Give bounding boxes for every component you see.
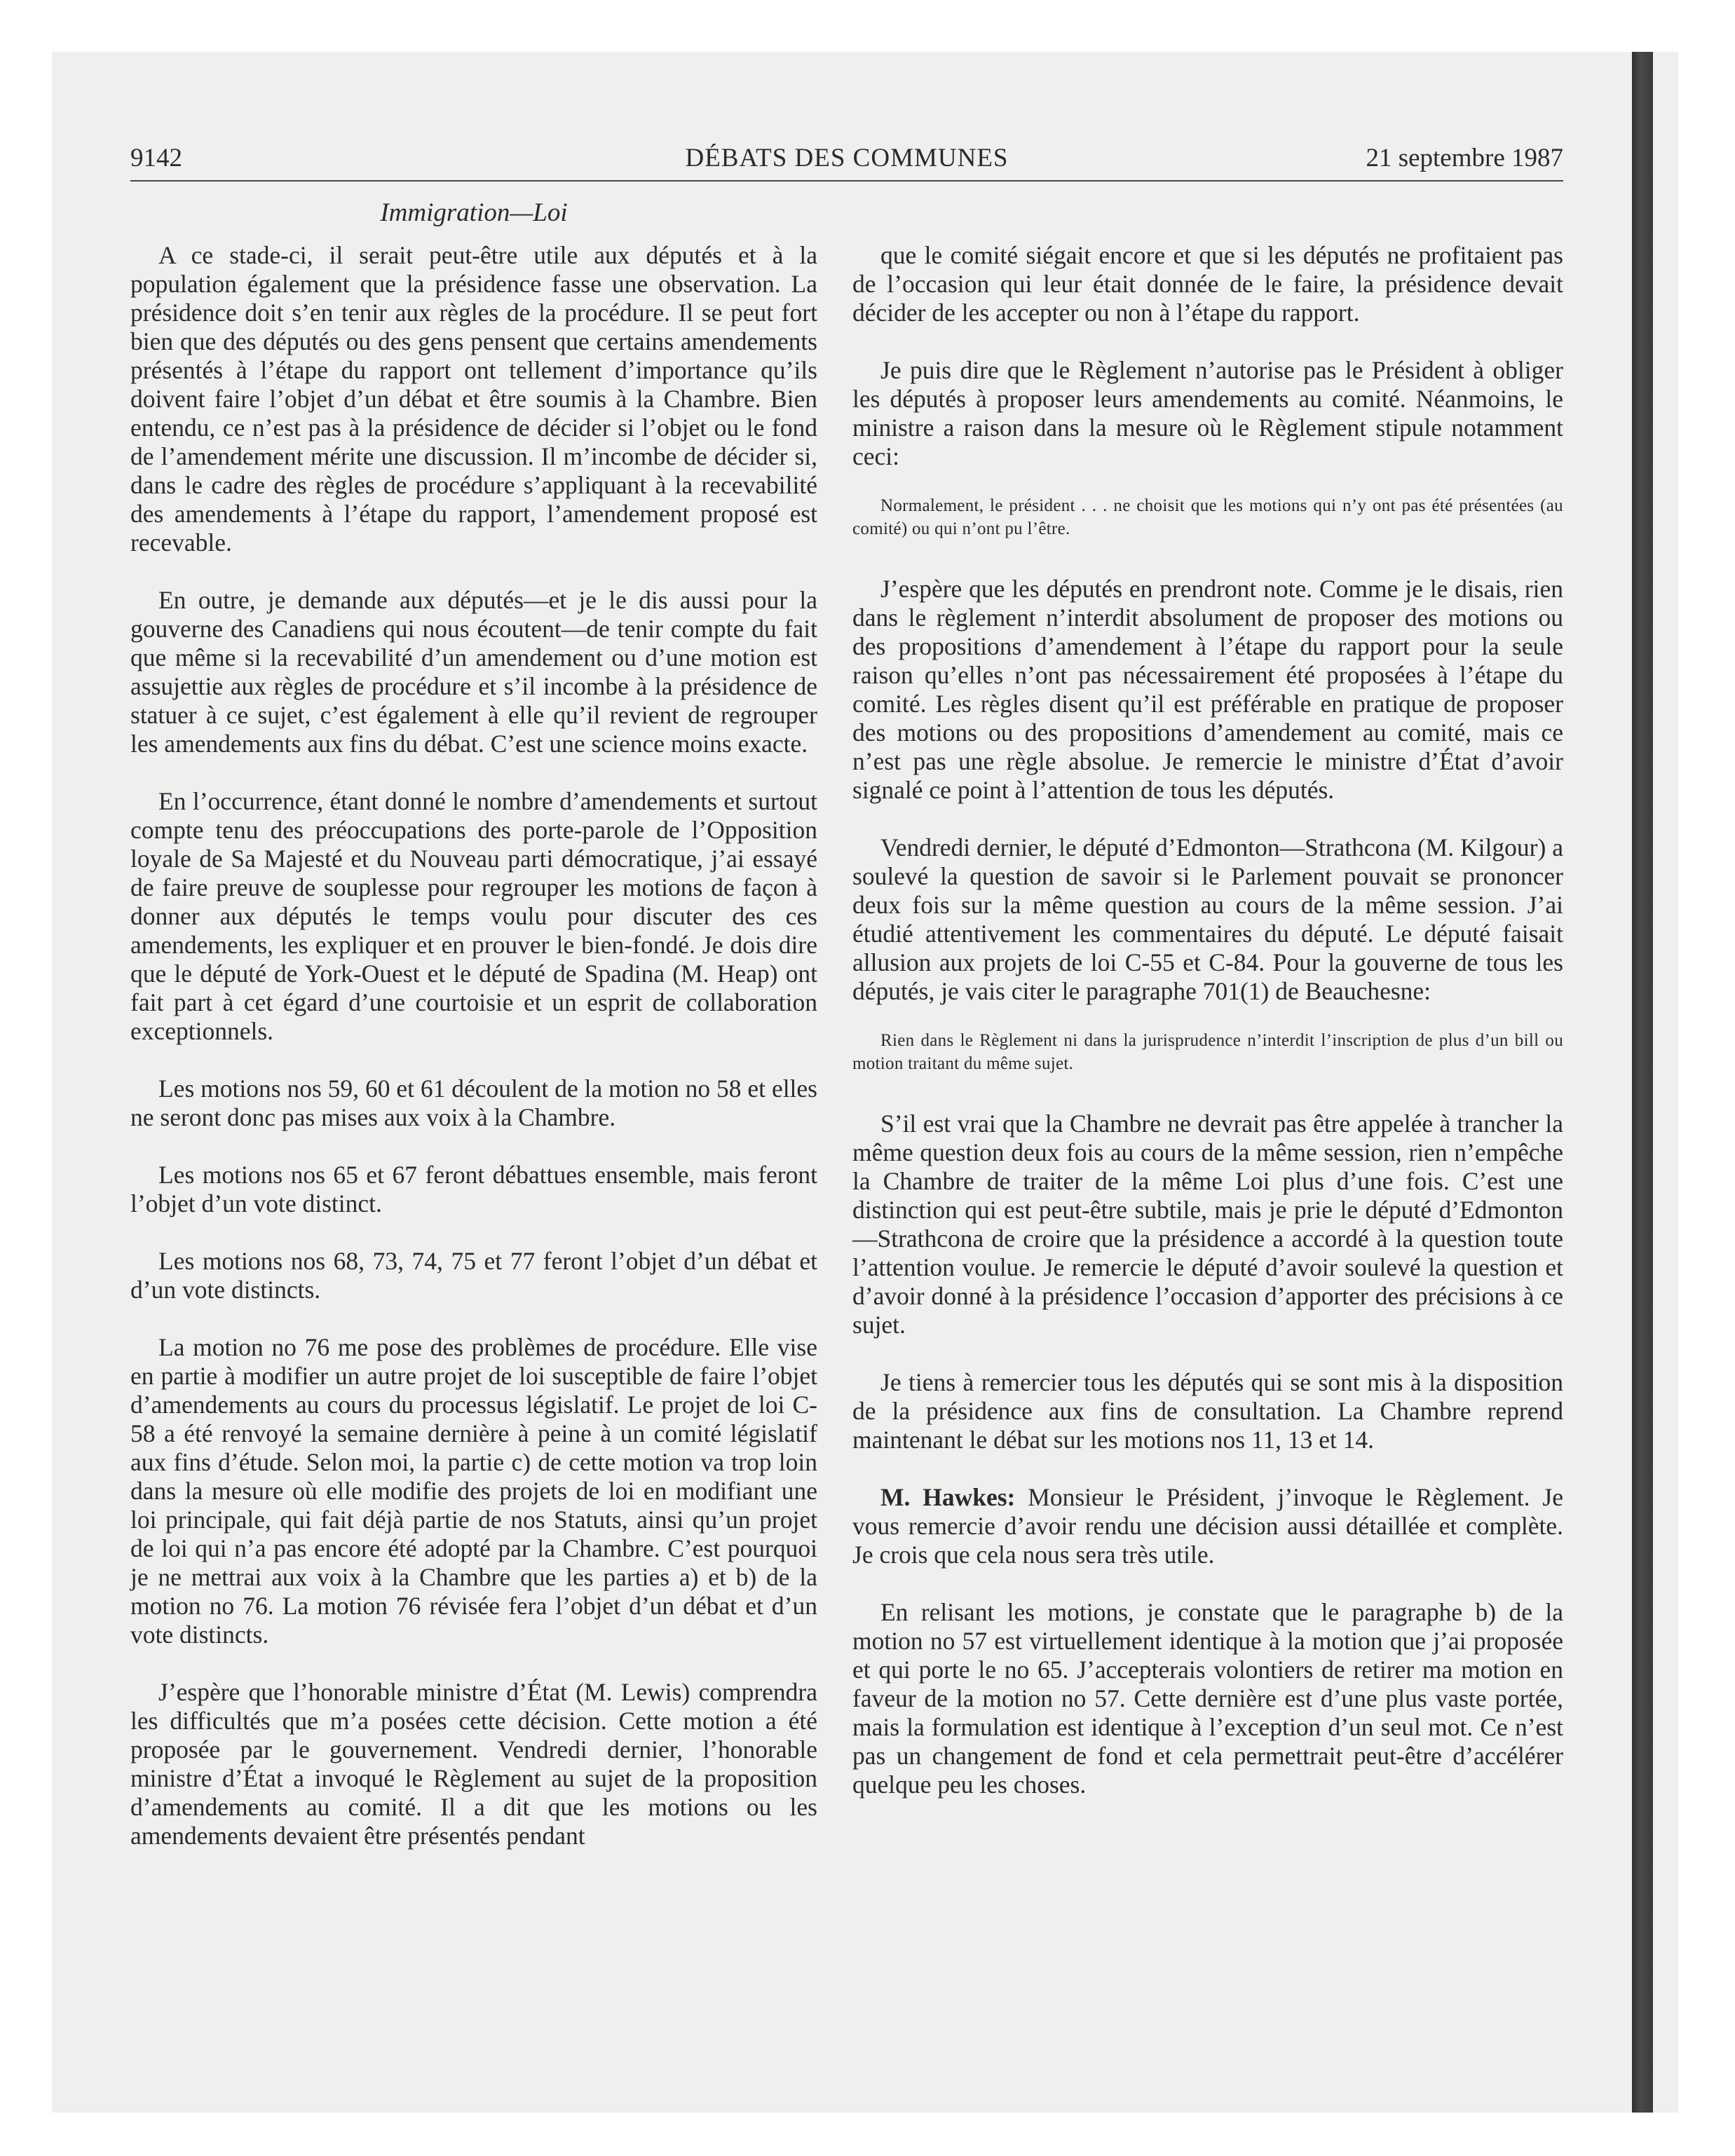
right-column [852,241,1563,1828]
page-number: 9142 [130,144,182,172]
publication-date: 21 septembre 1987 [1366,144,1563,172]
paragraph: Vendredi dernier, le député d’Edmonton—Strathcona (M. Kilgour) a soulevé la question de savoir si le Parlement pouvait se prononcer deux fois sur la même question au cours de la même session. J’ai étudié attentivement les commentaires du député. Le député faisait allusion aux projets de loi C-55 et C-84. Pour la gouverne de tous les députés, je vais citer le paragraphe 701(1) de Beauchesne: [852,833,1563,1005]
header-divider [130,180,1563,182]
scan-dark-edge [1632,52,1653,2113]
paragraph: J’espère que les députés en prendront note. Comme je le disais, rien dans le règlement n’interdit absolument de proposer des motions ou des propositions d’amendement à l’étape du rapport pour la seule raison qu’elles n’ont pas nécessairement été proposées à l’étape du comité. Les règles disent qu’il est préférable en pratique de proposer des motions ou des propositions d’amendement au comité, mais ce n’est pas une règle absolue. Je remercie le ministre d’État d’avoir signalé ce point à l’attention de tous les députés. [852,575,1563,804]
block-quote: Rien dans le Règlement ni dans la jurisprudence n’interdit l’inscription de plus d’un bill ou motion traitant du même sujet. [852,1031,1563,1073]
paragraph: Les motions nos 59, 60 et 61 découlent de la motion no 58 et elles ne seront donc pas mises aux voix à la Chambre. [130,1074,817,1131]
paragraph: En outre, je demande aux députés—et je le dis aussi pour la gouverne des Canadiens qui nous écoutent—de tenir compte du fait que même si la recevabilité d’un amendement ou d’une motion est assujettie aux règles de procédure et s’il incombe à la présidence de statuer à ce sujet, c’est également à elle qu’il revient de regrouper les amendements aux fins du débat. C’est une science moins exacte. [130,586,817,758]
publication-title: DÉBATS DES COMMUNES [685,144,1009,172]
paragraph: Je puis dire que le Règlement n’autorise pas le Président à obliger les députés à proposer leurs amendements au comité. Néanmoins, le ministre a raison dans la mesure où le Règlement stipule notamment ceci: [852,356,1563,470]
paragraph: que le comité siégait encore et que si les députés ne profitaient pas de l’occasion qui leur était donnée de le faire, la présidence devait décider de les accepter ou non à l’étape du rapport. [852,241,1563,327]
paragraph: En relisant les motions, je constate que le paragraphe b) de la motion no 57 est virtuellement identique à la motion que j’ai proposée et qui porte le no 65. J’accepterais volontiers de retirer ma motion en faveur de la motion no 57. Cette dernière est d’une plus vaste portée, mais la formulation est identique à l’exception d’un seul mot. Ce n’est pas un changement de fond et cela permettrait peut-être d’accélérer quelque peu les choses. [852,1598,1563,1799]
speaker-text: Monsieur le Président, j’invoque le Règlement. Je vous remercie d’avoir rendu une décision aussi détaillée et complète. Je crois que cela nous sera très utile. [852,1483,1563,1569]
page-header [130,143,1563,181]
paragraph: En l’occurrence, étant donné le nombre d’amendements et surtout compte tenu des préoccupations des porte-parole de l’Opposition loyale de Sa Majesté et du Nouveau parti démocratique, j’ai essayé de faire preuve de souplesse pour regrouper les motions de façon à donner aux députés le temps voulu pour discuter des ces amendements, les expliquer et en prouver le bien-fondé. Je dois dire que le député de York-Ouest et le député de Spadina (M. Heap) ont fait part à cet égard d’une courtoisie et un esprit de collaboration exceptionnels. [130,787,817,1045]
left-column [130,241,817,1879]
block-quote: Normalement, le président . . . ne choisit que les motions qui n’y ont pas été présentées (au comité) ou qui n’ont pu l’être. [852,496,1563,538]
paragraph: S’il est vrai que la Chambre ne devrait pas être appelée à trancher la même question deux fois au cours de la même session, rien n’empêche la Chambre de traiter de la même Loi plus d’une fois. C’est une distinction qui est peut-être subtile, mais je prie le député d’Edmonton—Strathcona de croire que la présidence a accordé à la question toute l’attention voulue. Je remercie le député d’avoir soulevé la question et d’avoir donné à la présidence l’occasion d’apporter des précisions à ce sujet. [852,1110,1563,1339]
speaker-name: M. Hawkes: [880,1483,1016,1511]
paragraph: Je tiens à remercier tous les députés qui se sont mis à la disposition de la présidence aux fins de consultation. La Chambre reprend maintenant le débat sur les motions nos 11, 13 et 14. [852,1368,1563,1454]
paragraph: J’espère que l’honorable ministre d’État (M. Lewis) comprendra les difficultés que m’a posées cette décision. Cette motion a été proposée par le gouvernement. Vendredi dernier, l’honorable ministre d’État a invoqué le Règlement au sujet de la proposition d’amendements au comité. Il a dit que les motions ou les amendements devaient être présentés pendant [130,1678,817,1850]
paragraph: La motion no 76 me pose des problèmes de procédure. Elle vise en partie à modifier un autre projet de loi susceptible de faire l’objet d’amendements au cours du processus législatif. Le projet de loi C-58 a été renvoyé la semaine dernière à peine à un comité législatif aux fins d’étude. Selon moi, la partie c) de cette motion va trop loin dans la mesure où elle modifie des projets de loi en modifiant une loi principale, qui fait déjà partie de nos Statuts, ainsi qu’un projet de loi qui n’a pas encore été adopté par la Chambre. C’est pourquoi je ne mettrai aux voix à la Chambre que les parties a) et b) de la motion no 76. La motion 76 révisée fera l’objet d’un débat et d’un vote distincts. [130,1333,817,1649]
section-title: Immigration—Loi [380,198,568,227]
speaker-paragraph [852,1483,1563,1569]
paragraph: A ce stade-ci, il serait peut-être utile aux députés et à la population également que la présidence fasse une observation. La présidence doit s’en tenir aux règles de la procédure. Il se peut fort bien que des députés ou des gens pensent que certains amendements présentés à l’étape du rapport ont tellement d’importance qu’ils doivent faire l’objet d’un débat et être soumis à la Chambre. Bien entendu, ce n’est pas à la présidence de décider si l’objet ou le fond de l’amendement mérite une discussion. Il m’incombe de décider si, dans le cadre des règles de procédure s’appliquant à la recevabilité des amendements à l’étape du rapport, l’amendement proposé est recevable. [130,241,817,557]
paragraph: Les motions nos 65 et 67 feront débattues ensemble, mais feront l’objet d’un vote distinct. [130,1161,817,1217]
paragraph: Les motions nos 68, 73, 74, 75 et 77 feront l’objet d’un débat et d’un vote distincts. [130,1247,817,1304]
